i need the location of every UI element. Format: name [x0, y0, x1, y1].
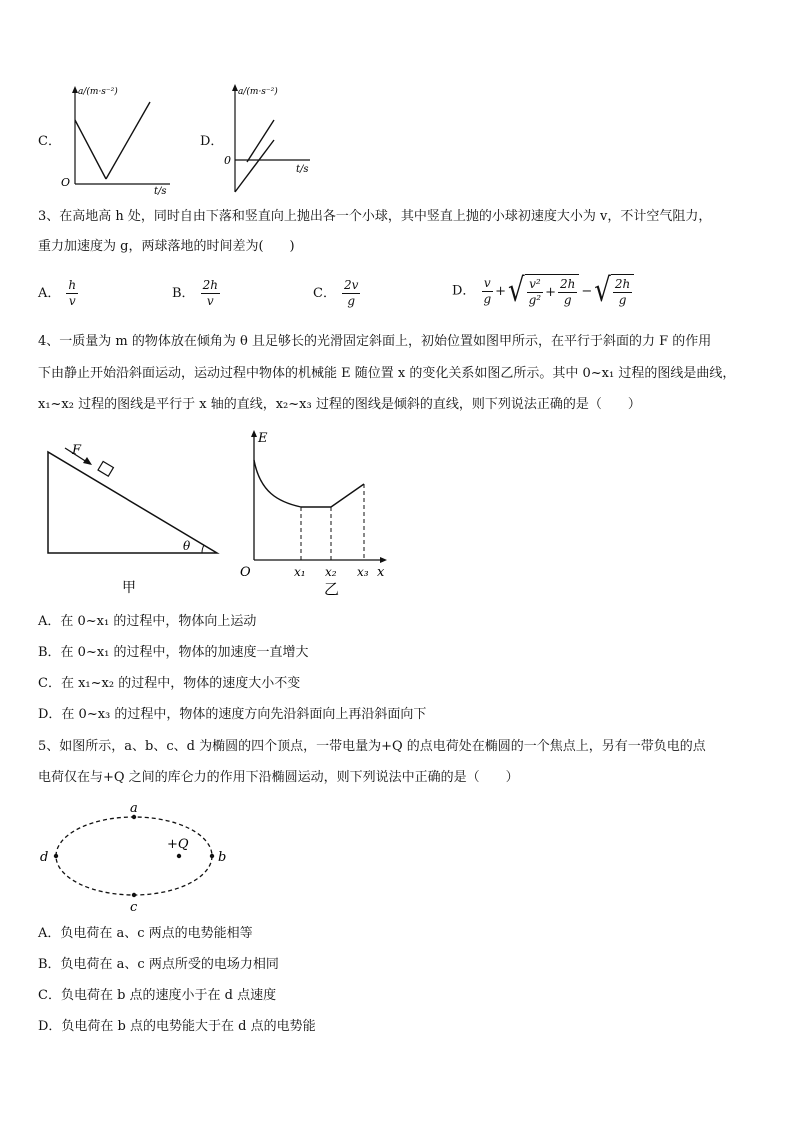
- q3-stem-line2: 重力加速度为 g，两球落地的时间差为( ): [38, 239, 295, 254]
- q5-option-a[interactable]: A．负电荷在 a、c 两点的电势能相等: [38, 926, 253, 941]
- option-c-graph: [58, 82, 178, 197]
- label-c: c: [130, 900, 138, 914]
- q4-stem-line2: 下由静止开始沿斜面运动，运动过程中物体的机械能 E 随位置 x 的变化关系如图乙所示。其中 0~x₁ 过程的图线是曲线，: [38, 366, 736, 381]
- q5-stem-line2: 电荷仅在与+Q 之间的库仑力的作用下沿椭圆运动，则下列说法中正确的是（ ）: [38, 770, 519, 785]
- x-axis-arrow-icon: [380, 557, 387, 563]
- origin-label: O: [240, 565, 251, 580]
- point-d: [54, 854, 58, 858]
- ellipse-orbit: [56, 817, 212, 895]
- label-d: d: [40, 850, 49, 865]
- q3-option-d[interactable]: D． $\frac{v}{g}$ + √ $\frac{\text{v²}}{\text{g²}}$ + $\frac{2h}{g}$ − √ $\frac{2h}{g}$: [452, 274, 634, 308]
- graph-line-lower: [235, 140, 274, 192]
- q4-option-b[interactable]: B．在 0~x₁ 的过程中，物体的加速度一直增大: [38, 645, 309, 660]
- y-axis-label: E: [258, 431, 268, 446]
- q3-option-a[interactable]: A． $\frac{h}{v}$: [38, 278, 77, 308]
- graph-line-upper: [247, 120, 274, 162]
- force-label: F: [72, 443, 82, 458]
- x1-label: x₁: [294, 565, 306, 579]
- sqrt-term-1: √ $\frac{\text{v²}}{\text{g²}}$ + $\frac{2h}{g}$: [508, 274, 579, 308]
- y-axis-label: a/(m·s⁻²): [238, 87, 278, 97]
- q5-option-c[interactable]: C．负电荷在 b 点的速度小于在 d 点速度: [38, 988, 277, 1003]
- block: [98, 461, 113, 476]
- origin-label: O: [61, 176, 71, 189]
- q4-option-d[interactable]: D．在 0~x₃ 的过程中，物体的速度方向先沿斜面向上再沿斜面向下: [38, 707, 427, 722]
- graph-line-up: [106, 102, 150, 179]
- q5-option-b[interactable]: B．负电荷在 a、c 两点所受的电场力相同: [38, 957, 279, 972]
- y-axis-arrow-icon: [251, 430, 257, 437]
- x2-label: x₂: [325, 565, 337, 579]
- q3-option-b[interactable]: B． $\frac{2h}{v}$: [172, 278, 218, 308]
- figure-ellipse: [36, 798, 236, 914]
- q5-option-d[interactable]: D．负电荷在 b 点的电势能大于在 d 点的电势能: [38, 1019, 316, 1034]
- label-a: a: [130, 801, 138, 816]
- x-axis-label: x: [377, 565, 385, 580]
- option-c-label: C．: [38, 134, 61, 149]
- figure-yi-energy-graph: [236, 424, 396, 602]
- q3-stem-line1: 3、在高地高 h 处，同时自由下落和竖直向上抛出各一个小球，其中竖直上抛的小球初速度大小为 v，不计空气阻力，: [38, 209, 712, 224]
- label-charge: +Q: [167, 837, 189, 852]
- x-axis-label: t/s: [296, 164, 309, 175]
- y-axis-label: a/(m·s⁻²): [78, 87, 118, 97]
- q4-option-c[interactable]: C．在 x₁~x₂ 的过程中，物体的速度大小不变: [38, 676, 301, 691]
- x3-label: x₃: [357, 565, 369, 579]
- label-b: b: [218, 850, 227, 865]
- figure-jia-caption: 甲: [122, 580, 136, 596]
- energy-curve: [254, 460, 364, 507]
- incline-triangle: [48, 452, 217, 553]
- angle-arc: [202, 545, 204, 553]
- sqrt-term-2: √ $\frac{2h}{g}$: [594, 274, 634, 308]
- point-c: [132, 893, 136, 897]
- q4-option-a[interactable]: A．在 0~x₁ 的过程中，物体向上运动: [38, 614, 257, 629]
- q4-stem-line1: 4、一质量为 m 的物体放在倾角为 θ 且足够长的光滑固定斜面上，初始位置如图甲所示，在平行于斜面的力 F 的作用: [38, 334, 712, 349]
- force-arrow-icon: [83, 457, 92, 465]
- figure-jia-incline: [40, 440, 230, 600]
- point-b: [210, 854, 214, 858]
- graph-line-down: [75, 120, 106, 179]
- charge-point: [177, 854, 181, 858]
- q3-option-c[interactable]: C． $\frac{2v}{g}$: [313, 278, 359, 308]
- angle-label: θ: [183, 539, 191, 553]
- origin-label: 0: [224, 154, 231, 167]
- x-axis-label: t/s: [154, 186, 167, 197]
- option-d-graph: [222, 80, 322, 198]
- q5-stem-line1: 5、如图所示，a、b、c、d 为椭圆的四个顶点，一带电量为+Q 的点电荷处在椭圆的一个焦点上，另有一带负电的点: [38, 739, 706, 754]
- figure-yi-caption: 乙: [324, 580, 340, 598]
- option-d-label: D．: [200, 134, 224, 149]
- q4-stem-line3: x₁~x₂ 过程的图线是平行于 x 轴的直线，x₂~x₃ 过程的图线是倾斜的直线，则下列说法正确的是（ ）: [38, 397, 641, 412]
